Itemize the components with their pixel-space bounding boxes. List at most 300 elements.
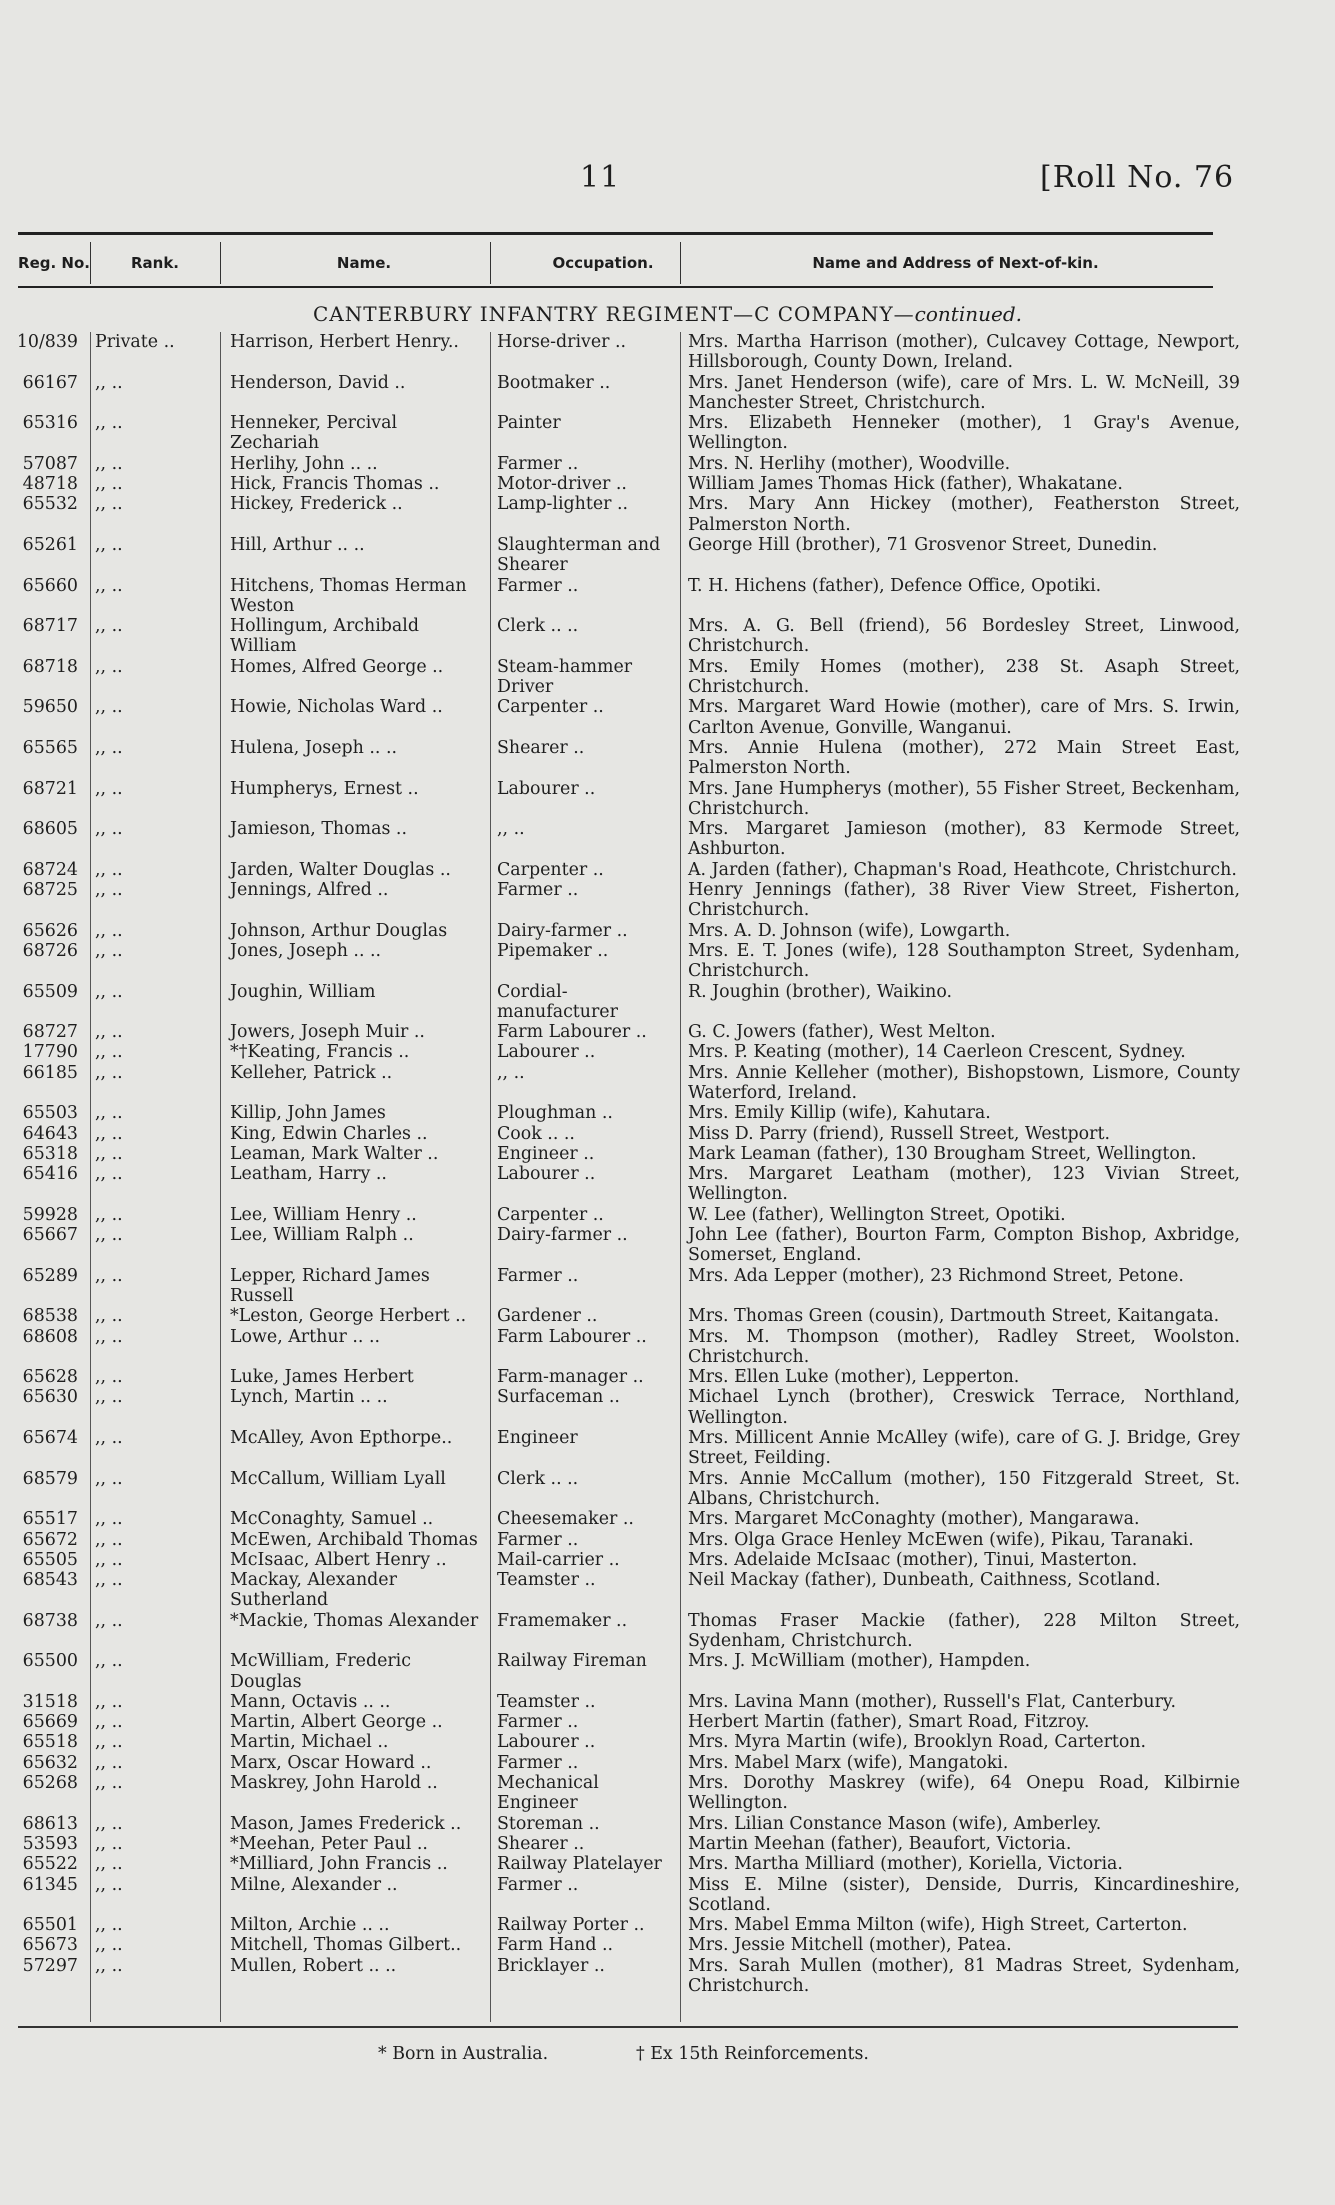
cell-name: *Milliard, John Francis ..	[230, 1854, 448, 1875]
cell-occupation: Farmer ..	[497, 880, 579, 901]
cell-rank: ,, ..	[95, 534, 123, 555]
cell-reg-no: 59650	[22, 697, 78, 718]
cell-name: McConaghty, Samuel ..	[230, 1509, 434, 1530]
header-reg-no: Reg. No.	[18, 254, 90, 272]
cell-next-of-kin: Miss E. Milne (sister), Denside, Durris, Kincardineshire, Scotland.	[688, 1874, 1240, 1915]
cell-next-of-kin: W. Lee (father), Wellington Street, Opotiki.	[688, 1204, 1066, 1225]
cell-next-of-kin: Mrs. Jane Humpherys (mother), 55 Fisher Street, Beckenham, Christchurch.	[688, 778, 1240, 819]
cell-rank: ,, ..	[95, 920, 123, 941]
cell-occupation: Ploughman ..	[497, 1103, 613, 1124]
cell-next-of-kin: Mrs. Janet Henderson (wife), care of Mrs. L. W. McNeill, 39 Manchester Street, Christchurch.	[688, 372, 1240, 413]
cell-reg-no: 65316	[22, 413, 78, 434]
cell-next-of-kin: Mrs. Martha Harrison (mother), Culcavey Cottage, Newport, Hillsborough, County Down, Ireland.	[688, 332, 1240, 373]
cell-occupation: Cordial-manufacturer	[497, 981, 618, 1022]
cell-rank: ,, ..	[95, 1712, 123, 1733]
cell-name: *Mackie, Thomas Alexander	[230, 1610, 479, 1631]
cell-occupation: Teamster ..	[497, 1570, 596, 1591]
header-divider	[490, 242, 491, 284]
cell-occupation: ,, ..	[497, 819, 525, 840]
cell-next-of-kin: Neil Mackay (father), Dunbeath, Caithness, Scotland.	[688, 1570, 1161, 1591]
cell-name: Maskrey, John Harold ..	[230, 1773, 438, 1794]
cell-occupation: Painter	[497, 413, 561, 434]
cell-next-of-kin: Mrs. Lilian Constance Mason (wife), Amberley.	[688, 1813, 1102, 1834]
cell-name: Humpherys, Ernest ..	[230, 778, 419, 799]
table-row	[0, 1651, 1335, 1692]
cell-reg-no: 65416	[22, 1164, 78, 1185]
cell-next-of-kin: Mrs. Martha Milliard (mother), Koriella, Victoria.	[688, 1854, 1123, 1875]
cell-rank: ,, ..	[95, 1387, 123, 1408]
table-row	[0, 616, 1335, 657]
cell-reg-no: 65268	[22, 1773, 78, 1794]
cell-reg-no: 68727	[22, 1022, 78, 1043]
table-row	[0, 1956, 1335, 1997]
cell-next-of-kin: Mrs. M. Thompson (mother), Radley Street, Woolston. Christchurch.	[688, 1326, 1240, 1367]
cell-reg-no: 68724	[22, 859, 78, 880]
cell-occupation: Engineer ..	[497, 1143, 595, 1164]
header-occupation: Occupation.	[552, 254, 654, 272]
cell-name: Marx, Oscar Howard ..	[230, 1752, 432, 1773]
bottom-rule	[18, 2026, 1238, 2028]
table-row	[0, 779, 1335, 820]
table-row	[0, 1854, 1335, 1874]
cell-name: Jones, Joseph .. ..	[230, 940, 382, 961]
table-row	[0, 1935, 1335, 1955]
cell-rank: ,, ..	[95, 778, 123, 799]
cell-reg-no: 65672	[22, 1529, 78, 1550]
cell-name: Martin, Albert George ..	[230, 1712, 443, 1733]
table-row	[0, 1327, 1335, 1368]
cell-name: Milne, Alexander ..	[230, 1874, 398, 1895]
cell-name: Howie, Nicholas Ward ..	[230, 697, 443, 718]
cell-occupation: Labourer ..	[497, 1732, 596, 1753]
cell-name: McAlley, Avon Epthorpe..	[230, 1428, 453, 1449]
section-heading	[0, 302, 1335, 326]
cell-reg-no: 68608	[22, 1326, 78, 1347]
cell-reg-no: 65673	[22, 1935, 78, 1956]
cell-next-of-kin: Mrs. Myra Martin (wife), Brooklyn Road, Carterton.	[688, 1732, 1147, 1753]
cell-next-of-kin: Mrs. Lavina Mann (mother), Russell's Flat, Canterbury.	[688, 1691, 1176, 1712]
table-row	[0, 921, 1335, 941]
cell-name: King, Edwin Charles ..	[230, 1123, 428, 1144]
cell-rank: ,, ..	[95, 940, 123, 961]
cell-occupation: Labourer ..	[497, 1164, 596, 1185]
cell-name: Homes, Alfred George ..	[230, 656, 444, 677]
cell-name: Hollingum, Archibald William	[230, 616, 419, 657]
cell-reg-no: 68725	[22, 880, 78, 901]
table-row	[0, 1428, 1335, 1469]
cell-reg-no: 68543	[22, 1570, 78, 1591]
cell-reg-no: 31518	[22, 1691, 78, 1712]
cell-next-of-kin: Mrs. Elizabeth Henneker (mother), 1 Gray's Avenue, Wellington.	[688, 413, 1240, 454]
cell-next-of-kin: Mrs. Thomas Green (cousin), Dartmouth Street, Kaitangata.	[688, 1306, 1220, 1327]
cell-name: Harrison, Herbert Henry..	[230, 332, 459, 352]
cell-name: Hitchens, Thomas Herman Weston	[230, 575, 467, 616]
cell-reg-no: 68579	[22, 1468, 78, 1489]
cell-next-of-kin: Mrs. Sarah Mullen (mother), 81 Madras Street, Sydenham, Christchurch.	[688, 1955, 1240, 1997]
table-row	[0, 738, 1335, 779]
cell-next-of-kin: Mrs. Jessie Mitchell (mother), Patea.	[688, 1935, 1012, 1956]
table-row	[0, 1732, 1335, 1752]
cell-next-of-kin: Mrs. Margaret Jamieson (mother), 83 Kermode Street, Ashburton.	[688, 819, 1240, 860]
cell-rank: ,, ..	[95, 616, 123, 637]
cell-rank: ,, ..	[95, 1306, 123, 1327]
cell-rank: ,, ..	[95, 1874, 123, 1895]
table-row	[0, 1570, 1335, 1611]
cell-name: Leaman, Mark Walter ..	[230, 1143, 439, 1164]
cell-occupation: Clerk .. ..	[497, 616, 579, 637]
table-row	[0, 1367, 1335, 1387]
cell-rank: ,, ..	[95, 372, 123, 393]
cell-name: McWilliam, Frederic Douglas	[230, 1651, 411, 1692]
cell-name: McEwen, Archibald Thomas	[230, 1529, 478, 1550]
cell-occupation: Farmer ..	[497, 1265, 579, 1286]
cell-occupation: Farmer ..	[497, 1874, 579, 1895]
cell-next-of-kin: Mrs. Ellen Luke (mother), Lepperton.	[688, 1367, 1020, 1388]
cell-occupation: Gardener ..	[497, 1306, 598, 1327]
cell-reg-no: 65630	[22, 1387, 78, 1408]
table-row	[0, 1266, 1335, 1307]
cell-rank: ,, ..	[95, 859, 123, 880]
cell-name: Mullen, Robert .. ..	[230, 1955, 397, 1976]
cell-next-of-kin: Mrs. Mabel Emma Milton (wife), High Street, Carterton.	[688, 1915, 1188, 1936]
cell-reg-no: 64643	[22, 1123, 78, 1144]
cell-next-of-kin: Mrs. A. G. Bell (friend), 56 Bordesley Street, Linwood, Christchurch.	[688, 616, 1240, 657]
top-rule	[18, 232, 1213, 235]
cell-name: *Leston, George Herbert ..	[230, 1306, 467, 1327]
cell-occupation: ,, ..	[497, 1062, 525, 1083]
table-row	[0, 373, 1335, 414]
header-next-of-kin: Name and Address of Next-of-kin.	[812, 254, 1099, 272]
cell-name: *Meehan, Peter Paul ..	[230, 1833, 428, 1854]
table-row	[0, 413, 1335, 454]
cell-occupation: Shearer ..	[497, 737, 585, 758]
cell-rank: Private ..	[95, 332, 175, 352]
cell-next-of-kin: Henry Jennings (father), 38 River View Street, Fisherton, Christchurch.	[688, 880, 1240, 921]
cell-reg-no: 65667	[22, 1225, 78, 1246]
cell-reg-no: 65565	[22, 737, 78, 758]
table-row	[0, 1306, 1335, 1326]
cell-reg-no: 53593	[22, 1833, 78, 1854]
cell-rank: ,, ..	[95, 1773, 123, 1794]
cell-occupation: Pipemaker ..	[497, 940, 609, 961]
cell-reg-no: 65509	[22, 981, 78, 1002]
cell-next-of-kin: A. Jarden (father), Chapman's Road, Heathcote, Christchurch.	[688, 859, 1237, 880]
cell-occupation: Farm Labourer ..	[497, 1326, 647, 1347]
cell-reg-no: 68726	[22, 940, 78, 961]
table-row	[0, 941, 1335, 982]
footnote-australia: * Born in Australia.	[378, 2044, 549, 2064]
cell-next-of-kin: Mrs. Annie Kelleher (mother), Bishopstown, Lismore, County Waterford, Ireland.	[688, 1062, 1240, 1103]
cell-next-of-kin: Mrs. Emily Homes (mother), 238 St. Asaph Street, Christchurch.	[688, 656, 1240, 698]
cell-next-of-kin: Mrs. N. Herlihy (mother), Woodville.	[688, 453, 1011, 474]
cell-name: Mann, Octavis .. ..	[230, 1691, 391, 1712]
cell-occupation: Lamp-lighter ..	[497, 494, 629, 515]
cell-reg-no: 65522	[22, 1854, 78, 1875]
cell-next-of-kin: Mrs. Emily Killip (wife), Kahutara.	[688, 1103, 991, 1124]
cell-occupation: Railway Porter ..	[497, 1915, 645, 1936]
cell-occupation: Clerk .. ..	[497, 1468, 579, 1489]
cell-next-of-kin: Mark Leaman (father), 130 Brougham Street, Wellington.	[688, 1143, 1197, 1164]
cell-reg-no: 65505	[22, 1549, 78, 1570]
roll-label: [Roll No. 76	[1040, 160, 1235, 195]
cell-name: Kelleher, Patrick ..	[230, 1062, 393, 1083]
table-row	[0, 1611, 1335, 1652]
table-row	[0, 1814, 1335, 1834]
cell-name: Lee, William Henry ..	[230, 1204, 417, 1225]
cell-occupation: Engineer	[497, 1428, 578, 1449]
cell-next-of-kin: Miss D. Parry (friend), Russell Street, Westport.	[688, 1123, 1110, 1144]
cell-name: Hulena, Joseph .. ..	[230, 737, 398, 758]
cell-occupation: Steam-hammer Driver	[497, 656, 633, 698]
cell-next-of-kin: Michael Lynch (brother), Creswick Terrace, Northland, Wellington.	[688, 1387, 1240, 1428]
cell-rank: ,, ..	[95, 1509, 123, 1530]
cell-reg-no: 65289	[22, 1265, 78, 1286]
cell-name: Hick, Francis Thomas ..	[230, 474, 440, 495]
cell-reg-no: 68721	[22, 778, 78, 799]
cell-reg-no: 65318	[22, 1143, 78, 1164]
cell-rank: ,, ..	[95, 1813, 123, 1834]
cell-next-of-kin: Mrs. J. McWilliam (mother), Hampden.	[688, 1651, 1031, 1672]
footnote-reinforcements: † Ex 15th Reinforcements.	[636, 2044, 869, 2064]
cell-reg-no: 17790	[22, 1042, 78, 1063]
table-row	[0, 1550, 1335, 1570]
cell-next-of-kin: R. Joughin (brother), Waikino.	[688, 981, 953, 1002]
cell-occupation: Mechanical Engineer	[497, 1773, 599, 1814]
cell-occupation: Farm-manager ..	[497, 1367, 644, 1388]
table-row	[0, 1712, 1335, 1732]
cell-rank: ,, ..	[95, 1691, 123, 1712]
table-row	[0, 982, 1335, 1023]
table-row	[0, 1022, 1335, 1042]
cell-name: McCallum, William Lyall	[230, 1468, 446, 1489]
cell-reg-no: 65532	[22, 494, 78, 515]
table-row	[0, 880, 1335, 921]
cell-rank: ,, ..	[95, 1935, 123, 1956]
cell-next-of-kin: Mrs. Ada Lepper (mother), 23 Richmond Street, Petone.	[688, 1265, 1184, 1286]
cell-occupation: Bootmaker ..	[497, 372, 611, 393]
table-row	[0, 454, 1335, 474]
cell-rank: ,, ..	[95, 697, 123, 718]
cell-occupation: Surfaceman ..	[497, 1387, 620, 1408]
table-row	[0, 1530, 1335, 1550]
header-divider	[90, 242, 91, 284]
header-divider	[680, 242, 681, 284]
cell-reg-no: 57087	[22, 453, 78, 474]
cell-next-of-kin: William James Thomas Hick (father), Whakatane.	[688, 474, 1123, 495]
table-row	[0, 657, 1335, 698]
cell-rank: ,, ..	[95, 453, 123, 474]
cell-name: Jamieson, Thomas ..	[230, 819, 407, 840]
cell-reg-no: 57297	[22, 1955, 78, 1976]
cell-rank: ,, ..	[95, 1367, 123, 1388]
cell-name: Lynch, Martin .. ..	[230, 1387, 388, 1408]
table-row	[0, 819, 1335, 860]
cell-reg-no: 68717	[22, 616, 78, 637]
cell-name: Johnson, Arthur Douglas	[230, 920, 448, 941]
table-row	[0, 1164, 1335, 1205]
table-row	[0, 1387, 1335, 1428]
cell-occupation: Bricklayer ..	[497, 1955, 605, 1976]
cell-next-of-kin: Mrs. P. Keating (mother), 14 Caerleon Crescent, Sydney.	[688, 1042, 1186, 1063]
cell-occupation: Farmer ..	[497, 1712, 579, 1733]
table-row	[0, 1875, 1335, 1916]
cell-occupation: Farm Hand ..	[497, 1935, 614, 1956]
table-row	[0, 1124, 1335, 1144]
cell-name: Milton, Archie .. ..	[230, 1915, 390, 1936]
cell-occupation: Teamster ..	[497, 1691, 596, 1712]
cell-name: Killip, John James	[230, 1103, 386, 1124]
cell-name: Jennings, Alfred ..	[230, 880, 389, 901]
cell-reg-no: 65517	[22, 1509, 78, 1530]
cell-next-of-kin: Mrs. Annie Hulena (mother), 272 Main Street East, Palmerston North.	[688, 737, 1240, 779]
cell-next-of-kin: Mrs. Millicent Annie McAlley (wife), care of G. J. Bridge, Grey Street, Feilding.	[688, 1428, 1240, 1469]
cell-reg-no: 65261	[22, 534, 78, 555]
cell-occupation: Carpenter ..	[497, 1204, 604, 1225]
cell-occupation: Shearer ..	[497, 1833, 585, 1854]
cell-reg-no: 65503	[22, 1103, 78, 1124]
table-row	[0, 1042, 1335, 1062]
cell-name: Lowe, Arthur .. ..	[230, 1326, 380, 1347]
table-row	[0, 494, 1335, 535]
cell-rank: ,, ..	[95, 880, 123, 901]
cell-rank: ,, ..	[95, 1651, 123, 1672]
cell-name: Mitchell, Thomas Gilbert..	[230, 1935, 462, 1956]
cell-reg-no: 65518	[22, 1732, 78, 1753]
cell-rank: ,, ..	[95, 1123, 123, 1144]
cell-rank: ,, ..	[95, 1103, 123, 1124]
cell-occupation: Dairy-farmer ..	[497, 1225, 628, 1246]
cell-occupation: Cheesemaker ..	[497, 1509, 634, 1530]
table-row	[0, 1469, 1335, 1510]
cell-occupation: Motor-driver ..	[497, 474, 627, 495]
cell-reg-no: 65626	[22, 920, 78, 941]
table-row	[0, 1103, 1335, 1123]
cell-name: Mackay, Alexander Sutherland	[230, 1570, 397, 1611]
cell-occupation: Farmer ..	[497, 453, 579, 474]
cell-reg-no: 68718	[22, 656, 78, 677]
column-header-row	[18, 242, 1213, 284]
cell-occupation: Railway Platelayer	[497, 1854, 662, 1875]
cell-rank: ,, ..	[95, 474, 123, 495]
cell-name: Luke, James Herbert	[230, 1367, 414, 1388]
table-row	[0, 1063, 1335, 1104]
cell-occupation: Carpenter ..	[497, 697, 604, 718]
cell-name: Henderson, David ..	[230, 372, 406, 393]
cell-occupation: Framemaker ..	[497, 1610, 628, 1631]
cell-next-of-kin: Mrs. Margaret Ward Howie (mother), care of Mrs. S. Irwin, Carlton Avenue, Gonville, Wanganui.	[688, 697, 1240, 738]
cell-rank: ,, ..	[95, 1143, 123, 1164]
section-continued: continued.	[914, 302, 1022, 326]
cell-occupation: Dairy-farmer ..	[497, 920, 628, 941]
cell-reg-no: 65628	[22, 1367, 78, 1388]
cell-occupation: Labourer ..	[497, 778, 596, 799]
cell-rank: ,, ..	[95, 1204, 123, 1225]
table-row	[0, 1834, 1335, 1854]
cell-name: Jowers, Joseph Muir ..	[230, 1022, 425, 1043]
cell-occupation: Labourer ..	[497, 1042, 596, 1063]
cell-reg-no: 66185	[22, 1062, 78, 1083]
cell-reg-no: 65500	[22, 1651, 78, 1672]
cell-next-of-kin: Mrs. Annie McCallum (mother), 150 Fitzgerald Street, St. Albans, Christchurch.	[688, 1468, 1240, 1509]
cell-next-of-kin: T. H. Hichens (father), Defence Office, Opotiki.	[688, 575, 1102, 596]
cell-rank: ,, ..	[95, 1326, 123, 1347]
table-row	[0, 1144, 1335, 1164]
cell-rank: ,, ..	[95, 1732, 123, 1753]
cell-reg-no: 66167	[22, 372, 78, 393]
cell-name: Lee, William Ralph ..	[230, 1225, 414, 1246]
cell-next-of-kin: Thomas Fraser Mackie (father), 228 Milton Street, Sydenham, Christchurch.	[688, 1610, 1240, 1651]
cell-next-of-kin: G. C. Jowers (father), West Melton.	[688, 1022, 996, 1043]
cell-occupation: Mail-carrier ..	[497, 1549, 620, 1570]
cell-rank: ,, ..	[95, 1022, 123, 1043]
cell-reg-no: 61345	[22, 1874, 78, 1895]
header-rank: Rank.	[130, 254, 180, 272]
cell-rank: ,, ..	[95, 575, 123, 596]
cell-rank: ,, ..	[95, 1549, 123, 1570]
header-name: Name.	[336, 254, 392, 272]
cell-name: Jarden, Walter Douglas ..	[230, 859, 451, 880]
header-divider	[220, 242, 221, 284]
cell-next-of-kin: Mrs. Olga Grace Henley McEwen (wife), Pikau, Taranaki.	[688, 1529, 1194, 1550]
roll-table	[0, 332, 1335, 1996]
cell-occupation: Slaughterman and Shearer	[497, 534, 661, 576]
cell-rank: ,, ..	[95, 1062, 123, 1083]
cell-occupation: Carpenter ..	[497, 859, 604, 880]
cell-name: McIsaac, Albert Henry ..	[230, 1549, 447, 1570]
cell-occupation: Horse-driver ..	[497, 332, 627, 352]
cell-next-of-kin: John Lee (father), Bourton Farm, Compton Bishop, Axbridge, Somerset, England.	[688, 1225, 1240, 1266]
cell-name: Martin, Michael ..	[230, 1732, 389, 1753]
cell-next-of-kin: Mrs. Mary Ann Hickey (mother), Featherston Street, Palmerston North.	[688, 494, 1240, 535]
cell-rank: ,, ..	[95, 1570, 123, 1591]
cell-rank: ,, ..	[95, 494, 123, 515]
cell-rank: ,, ..	[95, 1428, 123, 1449]
cell-name: Lepper, Richard James Russell	[230, 1265, 430, 1306]
table-row	[0, 1915, 1335, 1935]
cell-reg-no: 68605	[22, 819, 78, 840]
cell-reg-no: 68738	[22, 1610, 78, 1631]
cell-rank: ,, ..	[95, 819, 123, 840]
cell-rank: ,, ..	[95, 1854, 123, 1875]
cell-rank: ,, ..	[95, 1833, 123, 1854]
cell-rank: ,, ..	[95, 1752, 123, 1773]
cell-occupation: Farm Labourer ..	[497, 1022, 647, 1043]
page-number: 11	[580, 160, 621, 195]
cell-reg-no: 65632	[22, 1752, 78, 1773]
cell-reg-no: 59928	[22, 1204, 78, 1225]
cell-next-of-kin: Mrs. Dorothy Maskrey (wife), 64 Onepu Road, Kilbirnie Wellington.	[688, 1773, 1240, 1814]
table-row	[0, 332, 1335, 373]
cell-rank: ,, ..	[95, 737, 123, 758]
cell-name: Mason, James Frederick ..	[230, 1813, 462, 1834]
cell-reg-no: 10/839	[16, 332, 78, 352]
cell-next-of-kin: Mrs. A. D. Johnson (wife), Lowgarth.	[688, 920, 1011, 941]
cell-reg-no: 48718	[22, 474, 78, 495]
cell-next-of-kin: Herbert Martin (father), Smart Road, Fitzroy.	[688, 1712, 1090, 1733]
cell-rank: ,, ..	[95, 981, 123, 1002]
cell-name: Herlihy, John .. ..	[230, 453, 378, 474]
cell-occupation: Railway Fireman	[497, 1651, 647, 1672]
cell-next-of-kin: George Hill (brother), 71 Grosvenor Street, Dunedin.	[688, 534, 1158, 555]
cell-rank: ,, ..	[95, 1610, 123, 1631]
cell-occupation: Farmer ..	[497, 1529, 579, 1550]
cell-name: Henneker, Percival Zechariah	[230, 413, 398, 454]
cell-reg-no: 65669	[22, 1712, 78, 1733]
cell-occupation: Farmer ..	[497, 575, 579, 596]
table-row	[0, 1753, 1335, 1773]
cell-name: Joughin, William	[230, 981, 376, 1002]
cell-reg-no: 65501	[22, 1915, 78, 1936]
